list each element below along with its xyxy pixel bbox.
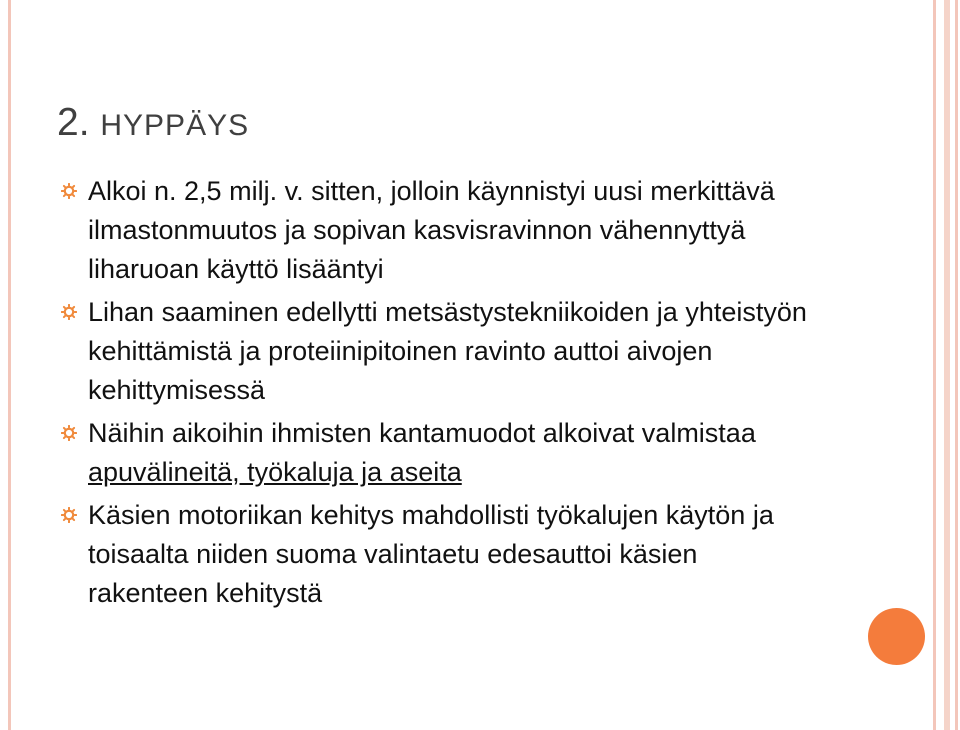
bullet-list (62, 172, 822, 617)
underlined-text: apuvälineitä, työkaluja ja aseita (88, 457, 462, 487)
bullet-text: Lihan saaminen edellytti metsästystekniikoiden ja yhteistyön kehittämistä ja proteiinipitoinen ravinto auttoi aivojen kehittymisessä (88, 297, 807, 405)
frame-line-right-3 (955, 0, 958, 730)
frame-line-left (8, 0, 11, 730)
bullet-item (62, 414, 822, 492)
sun-bullet-icon (61, 507, 77, 523)
title-number: 2. (57, 101, 90, 144)
title-text: HYPPÄYS (100, 109, 250, 142)
bullet-item (62, 496, 822, 613)
sun-bullet-icon (61, 425, 77, 441)
orange-circle-decoration (868, 608, 925, 665)
slide-title (57, 100, 249, 149)
bullet-item (62, 293, 822, 410)
bullet-text-part: Näihin aikoihin ihmisten kantamuodot alkoivat valmistaa (88, 418, 756, 448)
bullet-text: Käsien motoriikan kehitys mahdollisti työkalujen käytön ja toisaalta niiden suoma valintaetu edesauttoi käsien rakenteen kehitystä (88, 500, 774, 608)
sun-bullet-icon (61, 183, 77, 199)
frame-line-right-2 (944, 0, 950, 730)
bullet-text: Alkoi n. 2,5 milj. v. sitten, jolloin käynnistyi uusi merkittävä ilmastonmuutos ja sopivan kasvisravinnon vähennyttyä liharuoan käyttö lisääntyi (88, 176, 775, 284)
bullet-text (88, 414, 822, 492)
bullet-item (62, 172, 822, 289)
frame-line-right-1 (933, 0, 936, 730)
sun-bullet-icon (61, 304, 77, 320)
